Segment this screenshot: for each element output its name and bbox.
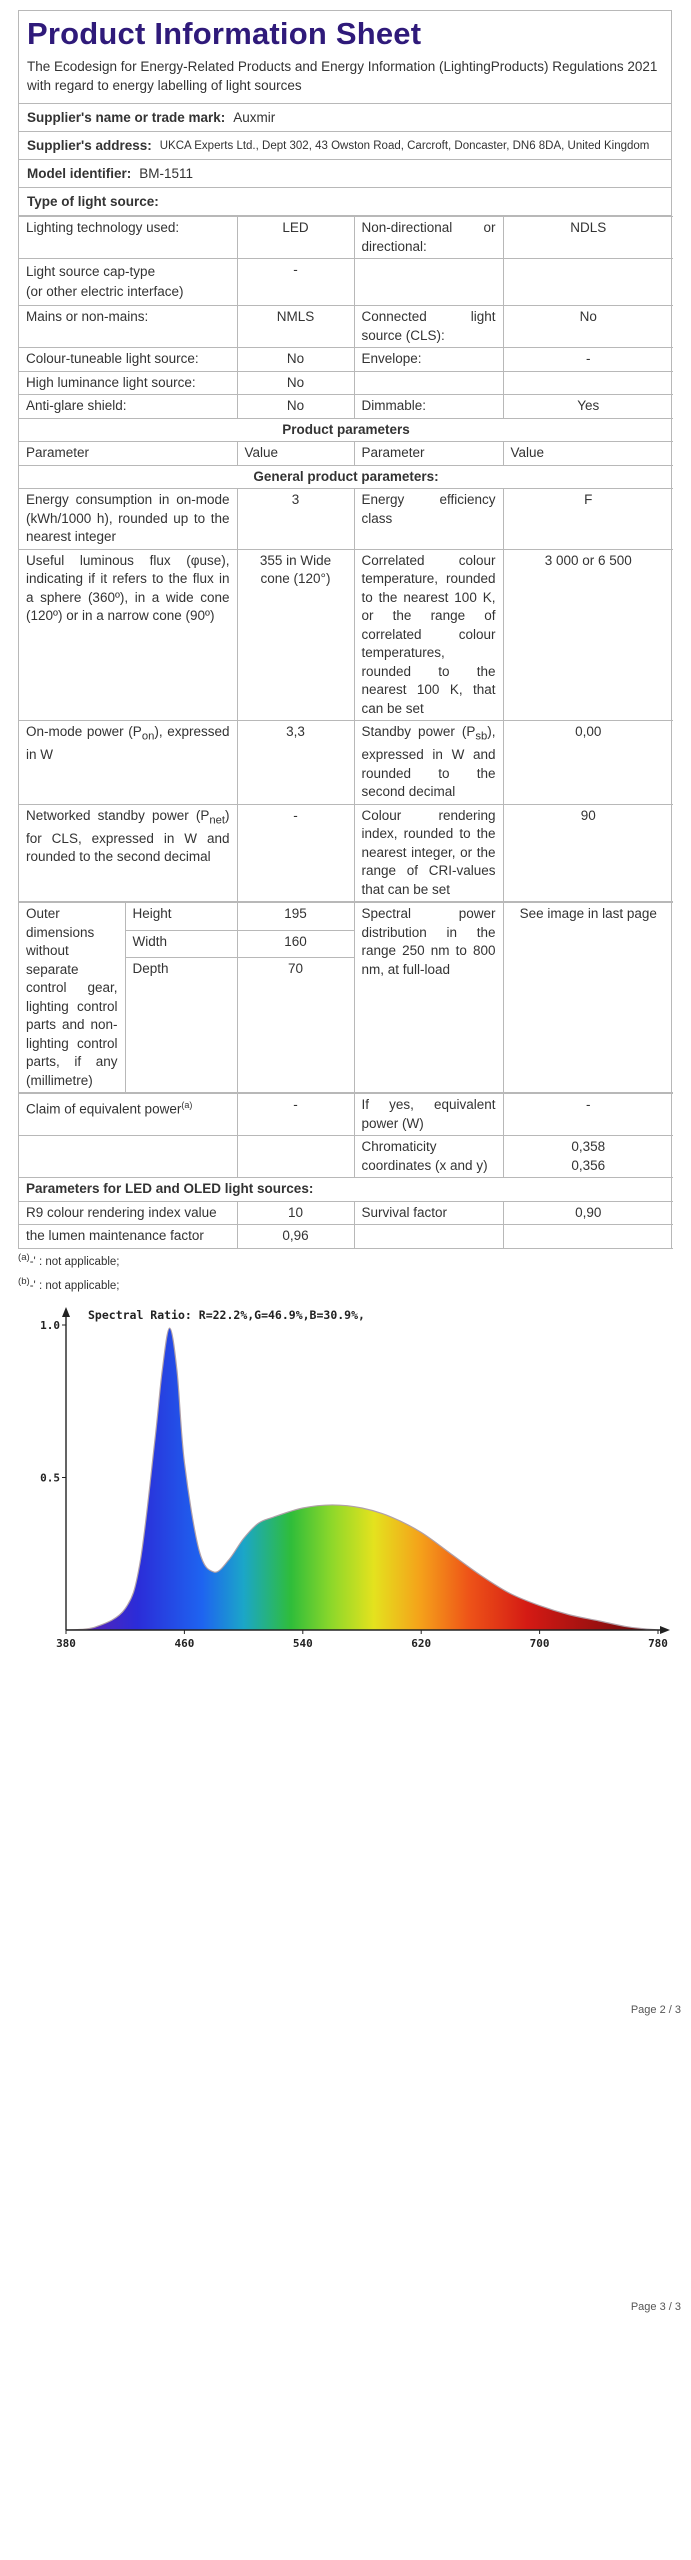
depth-label: Depth xyxy=(125,958,237,1093)
supplier-row xyxy=(19,104,671,132)
empty-cell xyxy=(503,259,673,306)
flux-label: Useful luminous flux (φuse), indicating if it refers to the flux in a sphere (360º), in a wide cone (120º) or in a narrow cone (90º) xyxy=(19,549,237,721)
lumen-maintenance-value: 0,96 xyxy=(237,1225,354,1249)
cri-value: 90 xyxy=(503,804,673,902)
y-tick-label: 0.5 xyxy=(40,1471,60,1485)
regulation-subtitle: The Ecodesign for Energy-Related Products and Energy Information (LightingProducts) Regulations 2021 with regard to energy labelling of light sources xyxy=(27,59,658,93)
dim-label: Dimmable: xyxy=(354,395,503,419)
tune-value: No xyxy=(237,348,354,372)
cct-value: 3 000 or 6 500 xyxy=(503,549,673,721)
col-header-parameter: Parameter xyxy=(354,442,503,466)
table-row xyxy=(19,217,673,259)
equivalent-watts-label: If yes, equivalent power (W) xyxy=(354,1094,503,1136)
efficiency-value: F xyxy=(503,489,673,550)
table-row xyxy=(19,1225,673,1249)
spd-value: See image in last page xyxy=(503,903,673,1093)
x-tick-label: 460 xyxy=(174,1637,195,1650)
equivalent-power-value: - xyxy=(237,1094,354,1136)
x-axis-arrow-icon xyxy=(660,1626,670,1634)
led-parameters-header: Parameters for LED and OLED light sources: xyxy=(19,1178,673,1202)
table-row xyxy=(19,371,673,395)
type-of-light-source-header xyxy=(19,188,671,216)
width-label: Width xyxy=(125,930,237,958)
mains-value: NMLS xyxy=(237,306,354,348)
depth-value: 70 xyxy=(237,958,354,1093)
spectral-chart xyxy=(18,1295,672,1660)
empty-cell xyxy=(354,371,503,395)
page-title: Product Information Sheet xyxy=(27,16,422,51)
spectrum-area xyxy=(66,1328,658,1630)
table-row xyxy=(19,395,673,419)
standby-value: 0,00 xyxy=(503,721,673,805)
nondir-label: Non-directional or directional: xyxy=(354,217,503,259)
networked-standby-value: - xyxy=(237,804,354,902)
nondir-value: NDLS xyxy=(503,217,673,259)
efficiency-label: Energy efficiency class xyxy=(354,489,503,550)
col-header-value: Value xyxy=(237,442,354,466)
table-row xyxy=(19,259,673,306)
equivalent-table xyxy=(19,1093,673,1249)
product-parameters-header: Product parameters xyxy=(19,418,673,442)
table-row xyxy=(19,489,673,550)
footnote-b: $^{(b)}$-' : not applicable; xyxy=(18,1276,120,1292)
table-row xyxy=(19,721,673,805)
flux-value: 355 in Wide cone (120°) xyxy=(237,549,354,721)
page-number-3: Page 3 / 3 xyxy=(630,2301,681,2313)
width-value: 160 xyxy=(237,930,354,958)
chromaticity-label: Chromaticity coordinates (x and y) xyxy=(354,1136,503,1178)
empty-cell xyxy=(354,1225,503,1249)
table-row xyxy=(19,465,673,489)
page-number-2: Page 2 / 3 xyxy=(630,2004,681,2016)
hilum-label: High luminance light source: xyxy=(19,371,237,395)
env-label: Envelope: xyxy=(354,348,503,372)
x-tick-label: 540 xyxy=(292,1637,313,1650)
footnote-a: $^{(a)}$-' : not applicable; xyxy=(18,1252,120,1268)
equivalent-power-label: Claim of equivalent power$^{(a)}$ xyxy=(19,1094,237,1136)
hilum-value: No xyxy=(237,371,354,395)
empty-cell xyxy=(237,1136,354,1178)
type-header-label: Type of light source: xyxy=(27,194,159,209)
model-row xyxy=(19,160,671,188)
dim-value: Yes xyxy=(503,395,673,419)
address-label: Supplier's address: xyxy=(27,138,152,153)
table-row xyxy=(19,903,673,931)
env-value: - xyxy=(503,348,673,372)
chromaticity-value xyxy=(503,1136,673,1178)
y-tick-label: 1.0 xyxy=(40,1319,60,1332)
energy-label: Energy consumption in on-mode (kWh/1000 h), rounded up to the nearest integer xyxy=(19,489,237,550)
cls-label: Connected light source (CLS): xyxy=(354,306,503,348)
glare-value: No xyxy=(237,395,354,419)
address-row xyxy=(19,132,671,160)
height-label: Height xyxy=(125,903,237,931)
table-row xyxy=(19,442,673,466)
general-parameters-header: General product parameters: xyxy=(19,465,673,489)
cct-label: Correlated colour temperature, rounded to the nearest 100 K, or the range of correlated colour temperatures, rounded to the nearest 100 K, that can be set xyxy=(354,549,503,721)
tune-label: Colour-tuneable light source: xyxy=(19,348,237,372)
spd-label: Spectral power distribution in the range 250 nm to 800 nm, at full-load xyxy=(354,903,503,1093)
table-row xyxy=(19,1201,673,1225)
tech-label: Lighting technology used: xyxy=(19,217,237,259)
lumen-maintenance-label: the lumen maintenance factor xyxy=(19,1225,237,1249)
onpower-label: On-mode power $(P_{on})$, expressed in W xyxy=(19,721,237,805)
empty-cell xyxy=(503,371,673,395)
r9-label: R9 colour rendering index value xyxy=(19,1201,237,1225)
dimensions-label: Outer dimensions without separate control gear, lighting control parts and non-lighting control parts, if any (millimetre) xyxy=(19,903,125,1093)
table-row xyxy=(19,549,673,721)
model-label: Model identifier: xyxy=(27,166,132,181)
table-row xyxy=(19,1178,673,1202)
x-tick-label: 380 xyxy=(56,1637,76,1650)
table-row xyxy=(19,1136,673,1178)
tech-value: LED xyxy=(237,217,354,259)
empty-cell xyxy=(354,259,503,306)
table-row xyxy=(19,1094,673,1136)
table-row xyxy=(19,348,673,372)
supplier-value: Auxmir xyxy=(233,110,276,125)
r9-value: 10 xyxy=(237,1201,354,1225)
product-information-sheet xyxy=(18,10,672,1249)
cap-value: - xyxy=(237,259,354,306)
address-value: UKCA Experts Ltd., Dept 302, 43 Owston Road, Carcroft, Doncaster, DN6 8DA, United Kingdom xyxy=(159,139,650,152)
onpower-value: 3,3 xyxy=(237,721,354,805)
chart-title: Spectral Ratio: R=22.2%,G=46.9%,B=30.9%, xyxy=(88,1308,365,1322)
height-value: 195 xyxy=(237,903,354,931)
col-header-parameter: Parameter xyxy=(19,442,237,466)
cls-value: No xyxy=(503,306,673,348)
x-tick-label: 700 xyxy=(529,1637,550,1650)
dimensions-table xyxy=(19,902,673,1093)
survival-label: Survival factor xyxy=(354,1201,503,1225)
light-source-table xyxy=(19,216,673,902)
supplier-label: Supplier's name or trade mark: xyxy=(27,110,226,125)
spectral-plot xyxy=(40,1307,670,1650)
x-tick-label: 780 xyxy=(648,1637,668,1650)
title-block xyxy=(19,11,671,104)
spectral-chart-svg xyxy=(18,1295,672,1660)
table-row xyxy=(19,804,673,902)
empty-cell xyxy=(503,1225,673,1249)
x-tick-label: 620 xyxy=(411,1637,432,1650)
survival-value: 0,90 xyxy=(503,1201,673,1225)
chromaticity-x: 0,358 xyxy=(571,1139,606,1155)
table-row xyxy=(19,418,673,442)
cri-label: Colour rendering index, rounded to the nearest integer, or the range of CRI-values that can be set xyxy=(354,804,503,902)
cap-label xyxy=(19,259,237,306)
col-header-value: Value xyxy=(503,442,673,466)
energy-value: 3 xyxy=(237,489,354,550)
y-axis-arrow-icon xyxy=(62,1307,70,1317)
networked-standby-label: Networked standby power $(P_{net})$ for CLS, expressed in W and rounded to the second decimal xyxy=(19,804,237,902)
cap-label-line-2: (or other electric interface) xyxy=(26,284,184,299)
standby-label: Standby power $(P_{sb})$, expressed in W and rounded to the second decimal xyxy=(354,721,503,805)
table-row xyxy=(19,306,673,348)
empty-cell xyxy=(19,1136,237,1178)
cap-label-line-1: Light source cap-type xyxy=(26,264,156,279)
model-value: BM-1511 xyxy=(139,166,194,181)
chromaticity-y: 0,356 xyxy=(571,1157,606,1173)
glare-label: Anti-glare shield: xyxy=(19,395,237,419)
mains-label: Mains or non-mains: xyxy=(19,306,237,348)
equivalent-watts-value: - xyxy=(503,1094,673,1136)
